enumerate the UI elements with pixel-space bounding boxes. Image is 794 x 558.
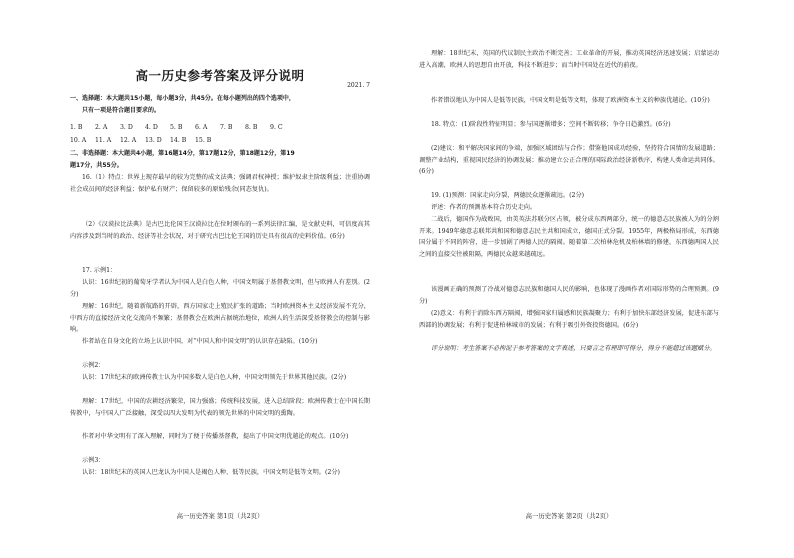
- q17-example1-label: 17. 示例1：: [82, 267, 117, 274]
- exam-date: 2021. 7: [347, 82, 370, 89]
- q17-example1-author: 作者站在自身文化的立场上认识中国，对“中国人和中国文明”的认识存在缺陷。(10分): [82, 338, 318, 345]
- section-one-header-line2: 只有一项是符合题目要求的。: [82, 106, 161, 114]
- q17-example1-view: 认识：16世纪初的葡萄牙学者认为中国人是白色人种，中国文明属于基督教文明，但与欧洲人有差别。(2分): [70, 279, 370, 298]
- page-title: 高一历史参考答案及评分说明: [135, 68, 305, 83]
- q17-example3-understanding: 理解：18世纪末，英国的代议制民主政治不断完善；工业革命的开展，推动英国经济迅速发展；启蒙运动进入高潮，欧洲人的思想自由开放，科技不断进步；而当时中国处在近代的前夜。: [419, 50, 719, 69]
- q19-comment: 评述：作者的预测基本符合历史走向。: [431, 204, 537, 211]
- q17-example3-author: 作者错误地认为中国人是低等民族，中国文明是低等文明，体现了欧洲资本主义的种族优越论。(10分): [431, 97, 710, 104]
- q18-part2: (2)建议：和平解决国家间的争端，加强区域团结与合作；借鉴他国成功经验，坚持符合国情的发展道路；调整产业结构，重视国民经济的协调发展；推动建立公正合理的国际政治经济新秩序，构建人类命运共同体。(6分): [419, 145, 719, 176]
- answer-14: 14. B: [170, 137, 187, 144]
- page-one-column: [70, 0, 370, 558]
- answer-4: 4. D: [145, 124, 158, 131]
- q17-example2-understanding: 理解：17世纪，中国的农耕经济繁荣，国力强盛；传统科技发展，进入总结阶段；欧洲传教士在中国长期传教中，与中国人广泛接触，深受以四大发明为代表的领先世界的中国文明的熏陶。: [70, 398, 370, 417]
- q18-part1: 18. 特点：(1)阶段性特征明显；参与国逐渐增多；空间不断转移；争夺日趋激烈。(6分): [431, 121, 671, 128]
- section-two-header-line1: 二、非选择题：本大题共4小题，第16题14分，第17题12分，第18题12分，第19: [70, 150, 295, 157]
- answer-2: 2. A: [95, 124, 108, 131]
- answer-12: 12. A: [120, 137, 137, 144]
- answer-11: 11. A: [95, 137, 112, 144]
- answer-6: 6. A: [195, 124, 208, 131]
- answer-1: 1. B: [70, 124, 83, 131]
- q19-part2: (2)意义：有利于消除东西方隔阂，增强国家归属感和民族凝聚力；有利于加快东部经济发展，促进东部与西部的协调发展；有利于促进柏林城市的发展；有利于吸引外资投资德国。(6分): [419, 310, 719, 329]
- page-two-column: [419, 0, 719, 558]
- answer-10: 10. A: [70, 137, 87, 144]
- q16-part1: 16.（1）特点：世界上现存最早的较为完整的成文法典；强调君权神授；维护奴隶主阶级利益；注重协调社会成员间的经济利益；保护私有财产；保留较多的原始残余(同态复仇)。: [70, 174, 370, 193]
- q17-example3-view: 认识：18世纪末的英国人巴龙认为中国人是褐色人种、低等民族，中国文明是低等文明。(2分): [82, 469, 340, 476]
- section-two-header: [70, 148, 370, 171]
- q19-part1: 19. (1)预测：国家走向分裂，两德民众逐渐疏远。(2分): [431, 192, 585, 199]
- answer-5: 5. B: [170, 124, 183, 131]
- q17-example1-understanding: 理解：16世纪，随着新航路的开辟，西方国家走上殖民扩张的道路；当时欧洲资本主义经济发展不充分，中西方的直接经济文化交流尚不频繁；基督教会在欧洲占据统治地位，欧洲人的生活深受基督教会的控制与影响。: [70, 303, 370, 334]
- scoring-note: 评分说明：考生答案不必拘泥于参考答案的文字表述，只要言之有理即可得分，得分不能超过该题赋分。: [431, 345, 716, 352]
- answer-7: 7. B: [220, 124, 233, 131]
- q17-example3-label: 示例3：: [82, 457, 105, 464]
- q17-example2-view: 认识：17世纪末的欧洲传教士认为中国多数人是白色人种，中国文明领先于世界其他民族。(2分): [82, 374, 347, 381]
- q17-example2-label: 示例2：: [82, 362, 105, 369]
- answer-3: 3. D: [120, 124, 133, 131]
- q16-part2: （2）《汉谟拉比法典》是古巴比伦国王汉谟拉比在位时颁布的一系列法律汇编，是文献史料，可信度高其内容涉及到当时的政治、经济等社会状况，对于研究古巴比伦王国的历史具有很高的史料价值。(6分): [70, 221, 370, 240]
- answer-15: 15. B: [195, 137, 212, 144]
- answer-9: 9. C: [270, 124, 283, 131]
- answers-row-2: [70, 135, 370, 147]
- section-one-header: [70, 93, 370, 116]
- q17-example2-author: 作者对中华文明有了深入理解，同时为了便于传播基督教，提出了中国文明优越论的观点。(10分): [82, 433, 349, 440]
- page-two: [397, 0, 794, 558]
- answer-13: 13. D: [145, 137, 162, 144]
- answers-row-1: [70, 122, 370, 134]
- section-two-header-line2: 题17分，共55分。: [70, 161, 123, 169]
- section-one-header-line1: 一、选择题：本大题共15小题，每小题3分，共45分。在每小题列出的四个选项中，: [70, 95, 295, 102]
- q19-explanation: 二战后，德国作为战败国，由美英法苏联分区占领，被分成东西两部分，统一的德意志民族被人为的分割开来。1949年德意志联邦共和国和德意志民主共和国成立，德国正式分裂。1955年，两极格局形成，东西德国分属于不同的阵营，进一步加剧了两德人民的隔阂。随着第二次柏林危机及柏林墙的修建，东西德两国人民之间的直接交往被阻隔，两德民众越来越疏远。: [419, 216, 719, 258]
- answer-8: 8. B: [245, 124, 258, 131]
- page-two-footer: 高一历史答案 第2页（共2页）: [525, 512, 613, 520]
- page-one-footer: 高一历史答案 第1页（共2页）: [176, 512, 264, 520]
- q19-evaluation: 该漫画正确的预测了冷战对德意志民族和德国人民的影响，也体现了漫画作者对国际形势的合理预测。(9分): [419, 286, 719, 305]
